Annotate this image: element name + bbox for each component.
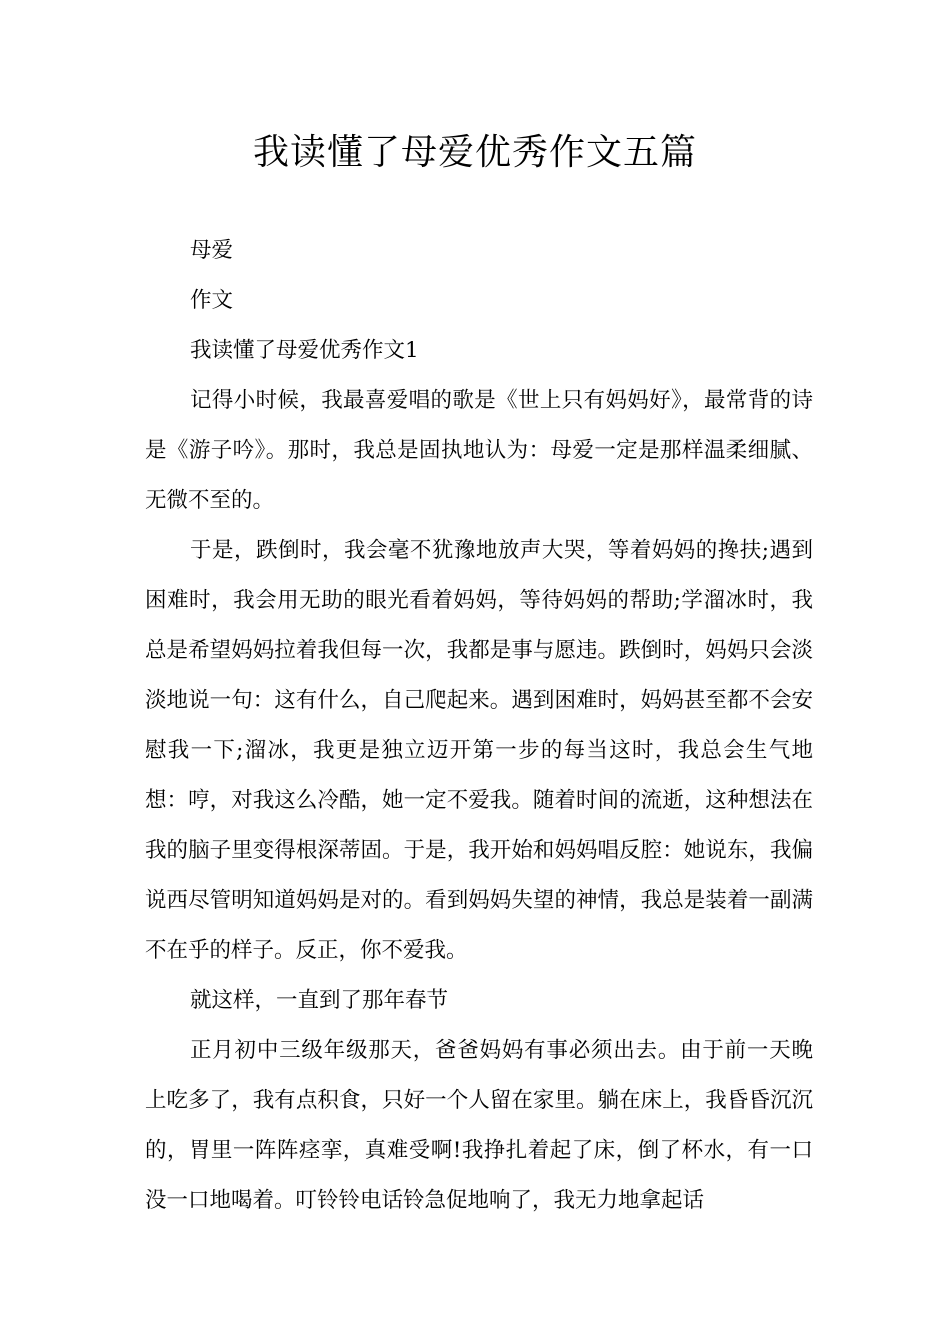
paragraph: 于是，跌倒时，我会毫不犹豫地放声大哭，等着妈妈的搀扶;遇到困难时，我会用无助的眼光看着妈妈，等待妈妈的帮助;学溜冰时，我总是希望妈妈拉着我但每一次，我都是事与愿违。跌倒时，妈妈只会淡淡地说一句：这有什么，自己爬起来。遇到困难时，妈妈甚至都不会安慰我一下;溜冰，我更是独立迈开第一步的每当这时，我总会生气地想：哼，对我这么冷酷，她一定不爱我。随着时间的流逝，这种想法在我的脑子里变得根深蒂固。于是，我开始和妈妈唱反腔：她说东，我偏说西尽管明知道妈妈是对的。看到妈妈失望的神情，我总是装着一副满不在乎的样子。反正，你不爱我。	[145, 538, 813, 963]
paragraph: 正月初中三级年级那天，爸爸妈妈有事必须出去。由于前一天晚上吃多了，我有点积食，只好一个人留在家里。躺在床上，我昏昏沉沉的，胃里一阵阵痉挛，真难受啊!我挣扎着起了床，倒了杯水，有一口没一口地喝着。叮铃铃电话铃急促地响了，我无力地拿起话	[145, 1038, 813, 1213]
paragraph: 我读懂了母爱优秀作文1	[190, 338, 419, 363]
paragraph: 母爱	[190, 238, 234, 263]
document-body	[145, 226, 813, 1226]
paragraph: 作文	[190, 288, 234, 313]
paragraph: 就这样，一直到了那年春节	[190, 988, 449, 1013]
paragraph: 记得小时候，我最喜爱唱的歌是《世上只有妈妈好》，最常背的诗是《游子吟》。那时，我总是固执地认为：母爱一定是那样温柔细腻、无微不至的。	[145, 388, 813, 513]
document-title: 我读懂了母爱优秀作文五篇	[252, 132, 697, 173]
